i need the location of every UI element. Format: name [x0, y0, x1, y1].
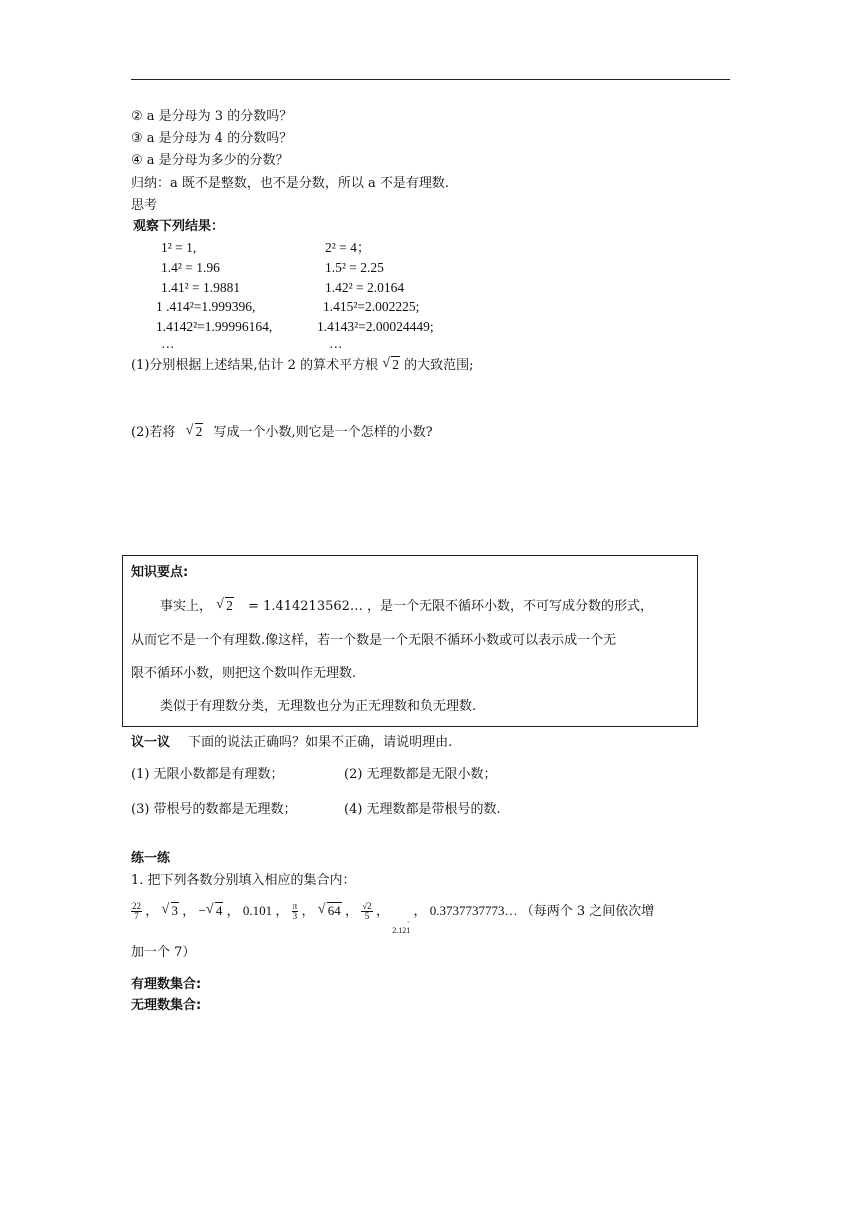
- think-label: 思考: [131, 198, 158, 213]
- statement-4: (4) 无理数都是带根号的数.: [344, 802, 501, 817]
- discuss-prompt: 下面的说法正确吗？如果不正确，请说明理由.: [188, 735, 453, 750]
- knowledge-line-2: 从而它不是一个有理数.像这样，若一个数是一个无限不循环小数或可以表示成一个无: [131, 633, 617, 648]
- discuss-title: 议一议: [131, 735, 171, 750]
- practice-title: 练一练: [131, 851, 171, 866]
- number-list: $\frac{22}{7}$ ， √ 3 ， −√ 4 ， 0.101 ， $\frac{\pi}{3}$ ， √ 64 ， $\frac{√2}{5}$ ， · 2.121 ， 0.3737737773… （每两个 3 之间依次增: [131, 902, 654, 935]
- knowledge-line-4: 类似于有理数分类，无理数也分为正无理数和负无理数.: [160, 699, 477, 714]
- observe-left-1: 1² = 1,: [161, 240, 197, 255]
- knowledge-line-1: 事实上， √ 2 = 1.414213562… ，是一个无限不循环小数，不可写成分数的形式，: [160, 599, 653, 613]
- observe-left-3: 1.41² = 1.9881: [161, 280, 241, 295]
- sqrt-2-symbol: √ 2: [186, 425, 204, 439]
- observe-right-2: 1.5² = 2.25: [325, 260, 384, 275]
- sqrt-3: √ 3: [162, 904, 180, 917]
- think-question-2: (2)若将 √ 2 写成一个小数,则它是一个怎样的小数?: [131, 425, 433, 439]
- observe-right-6: …: [329, 336, 343, 351]
- statement-3: (3) 带根号的数都是无理数；: [131, 802, 297, 817]
- header-rule: [131, 79, 730, 80]
- sqrt-2-symbol: √ 2: [216, 599, 234, 613]
- irrational-set-label: 无理数集合:: [131, 998, 202, 1013]
- summary: 归纳：a 既不是整数，也不是分数，所以 a 不是有理数.: [131, 176, 450, 191]
- observe-right-5: 1.4143²=2.00024449;: [317, 319, 434, 334]
- observe-title: 观察下列结果：: [133, 219, 225, 234]
- sqrt-2-symbol: √ 2: [382, 358, 400, 372]
- observe-left-6: …: [161, 336, 175, 351]
- observe-left-4: 1 .414²=1.999396,: [156, 299, 256, 314]
- observe-left-2: 1.4² = 1.96: [161, 260, 220, 275]
- discuss-heading: [131, 736, 452, 749]
- statement-2: (2) 无理数都是无限小数；: [344, 767, 497, 782]
- question-2: ② a 是分母为 3 的分数吗？: [131, 109, 293, 124]
- rational-set-label: 有理数集合:: [131, 977, 202, 992]
- fraction-sqrt2-5: $\frac{√2}{5}$: [362, 901, 372, 922]
- practice-item-1: 1. 把下列各数分别填入相应的集合内：: [131, 873, 356, 888]
- sqrt-4: √ 4: [206, 904, 224, 917]
- fraction-22-7: $\frac{22}{7}$: [132, 901, 141, 922]
- practice-note: 加一个 7）: [131, 945, 196, 960]
- think-question-1: (1)分别根据上述结果,估计 2 的算术平方根 √ 2 的大致范围;: [131, 358, 474, 372]
- statement-1: (1) 无限小数都是有理数；: [131, 767, 284, 782]
- knowledge-line-3: 限不循环小数，则把这个数叫作无理数.: [131, 666, 357, 681]
- observe-right-1: 2² = 4；: [325, 240, 371, 255]
- knowledge-title: 知识要点:: [131, 565, 189, 580]
- repeating-decimal: · 2.121: [392, 917, 411, 935]
- sqrt-64: √ 64: [318, 904, 342, 917]
- question-3: ③ a 是分母为 4 的分数吗？: [131, 131, 293, 146]
- observe-left-5: 1.4142²=1.99996164,: [156, 319, 273, 334]
- fraction-pi-3: $\frac{\pi}{3}$: [292, 901, 298, 922]
- observe-right-3: 1.42² = 2.0164: [325, 280, 405, 295]
- observe-right-4: 1.415²=2.002225;: [323, 299, 420, 314]
- question-4: ④ a 是分母为多少的分数？: [131, 153, 289, 168]
